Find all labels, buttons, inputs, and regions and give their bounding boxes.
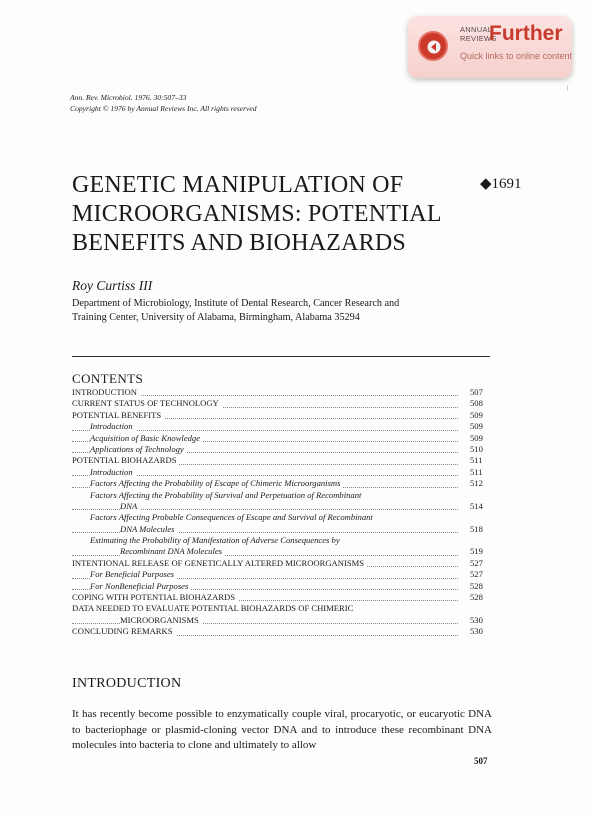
toc-entry-title: POTENTIAL BENEFITS (72, 410, 164, 420)
toc-entry-page: 519 (470, 546, 483, 557)
scan-speck (567, 85, 568, 91)
toc-entry-title: INTENTIONAL RELEASE OF GENETICALLY ALTERED MICROORGANISMS (72, 558, 367, 568)
toc-entry-title: DNA Molecules (120, 524, 178, 534)
toc-entry-title: DATA NEEDED TO EVALUATE POTENTIAL BIOHAZARDS OF CHIMERIC (72, 603, 356, 613)
article-marker: ◆1691 (480, 176, 522, 192)
introduction-heading: INTRODUCTION (72, 676, 182, 691)
toc-entry-page: 511 (470, 466, 483, 477)
toc-entry-page: 512 (470, 478, 483, 489)
toc-entry-page: 527 (470, 557, 483, 568)
affiliation-line: Training Center, University of Alabama, Birmingham, Alabama 35294 (72, 312, 360, 323)
toc-entry-title: Factors Affecting the Probability of Survival and Perpetuation of Recombinant (90, 490, 364, 500)
toc-entry (72, 524, 492, 535)
further-arrow-icon (418, 31, 448, 61)
title-line: MICROORGANISMS: POTENTIAL (72, 201, 442, 227)
toc-entry-title: Factors Affecting the Probability of Escape of Chimeric Microorganisms (90, 478, 343, 488)
affiliation-line: Department of Microbiology, Institute of Dental Research, Cancer Research and (72, 298, 400, 309)
toc-entry-page: 530 (470, 626, 483, 637)
toc-entry-title: Recombinant DNA Molecules (120, 546, 225, 556)
badge-tagline: Quick links to online content (460, 51, 573, 61)
author-name: Roy Curtiss III (72, 278, 153, 293)
toc-entry-page: 527 (470, 569, 483, 580)
toc-entry-page: 507 (470, 387, 483, 397)
toc-entry (72, 387, 492, 398)
section-divider (72, 356, 490, 357)
toc-entry (72, 615, 492, 626)
author-affiliation (72, 297, 492, 325)
toc-entry (72, 569, 492, 580)
toc-entry-title: Factors Affecting Probable Consequences of Escape and Survival of Recombinant (90, 512, 376, 522)
toc-entry-title: POTENTIAL BIOHAZARDS (72, 455, 179, 465)
toc-entry (72, 558, 492, 569)
toc-entry-title: Estimating the Probability of Manifestation of Adverse Consequences by (90, 535, 343, 545)
title-line: GENETIC MANIPULATION OF (72, 172, 404, 198)
toc-entry-title: CURRENT STATUS OF TECHNOLOGY (72, 398, 222, 408)
toc-entry (72, 501, 492, 512)
copyright-line: Copyright © 1976 by Annual Reviews Inc. All rights reserved (70, 104, 257, 113)
toc-entry (72, 626, 492, 637)
toc-entry-title: CONCLUDING REMARKS (72, 626, 176, 636)
toc-entry-title: Introduction (90, 421, 136, 431)
toc-entry (72, 546, 492, 557)
contents-heading: CONTENTS (72, 371, 144, 386)
toc-entry (72, 467, 492, 478)
toc-entry-page: 509 (470, 432, 483, 443)
toc-entry (72, 490, 492, 501)
title-line: BENEFITS AND BIOHAZARDS (72, 230, 406, 256)
toc-entry-page: 528 (470, 592, 483, 603)
toc-entry (72, 581, 492, 592)
toc-entry-page: 514 (470, 500, 483, 511)
toc-entry (72, 592, 492, 603)
toc-entry-title: DNA (120, 501, 140, 511)
toc-entry-page: 528 (470, 580, 483, 591)
toc-entry-page: 511 (470, 455, 483, 466)
toc-entry-page: 518 (470, 523, 483, 534)
toc-entry-page: 530 (470, 614, 483, 625)
toc-entry-title: INTRODUCTION (72, 387, 140, 397)
toc-entry-page: 509 (470, 409, 483, 420)
toc-entry (72, 512, 492, 523)
toc-entry-title: For Beneficial Purposes (90, 569, 177, 579)
badge-further-label: Further (489, 22, 563, 45)
toc-entry (72, 535, 492, 546)
toc-entry-page: 510 (470, 443, 483, 454)
toc-entry (72, 410, 492, 421)
table-of-contents (72, 387, 492, 638)
toc-entry-title: For NonBeneficial Purposes (90, 581, 191, 591)
toc-entry-title: Applications of Technology (90, 444, 187, 454)
toc-entry (72, 433, 492, 444)
toc-entry-page: 508 (470, 398, 483, 409)
toc-entry (72, 478, 492, 489)
citation-line: Ann. Rev. Microbiol. 1976. 30:507–33 (70, 93, 187, 102)
toc-entry-title: COPING WITH POTENTIAL BIOHAZARDS (72, 592, 238, 602)
toc-entry (72, 444, 492, 455)
introduction-paragraph: It has recently become possible to enzymatically couple viral, procaryotic, or eucaryotic DNA to bacteriophage or plasmid-cloning vector DNA and to introduce these recombinant DNA molecules into bacteria to clone and ultimately to allow (72, 708, 492, 751)
toc-entry-title: Acquisition of Basic Knowledge (90, 433, 203, 443)
toc-entry (72, 398, 492, 409)
toc-entry (72, 421, 492, 432)
article-title (72, 171, 442, 258)
toc-entry (72, 455, 492, 466)
toc-entry-title: Introduction (90, 467, 136, 477)
badge-reviews-label: REVIEWS (460, 34, 497, 43)
badge-annual-label: ANNUAL (460, 25, 493, 34)
toc-entry (72, 603, 492, 614)
toc-entry-title: MICROORGANISMS (120, 615, 202, 625)
further-badge[interactable] (408, 16, 572, 78)
page-number: 507 (474, 756, 488, 766)
citation (70, 92, 257, 114)
toc-entry-page: 509 (470, 421, 483, 432)
